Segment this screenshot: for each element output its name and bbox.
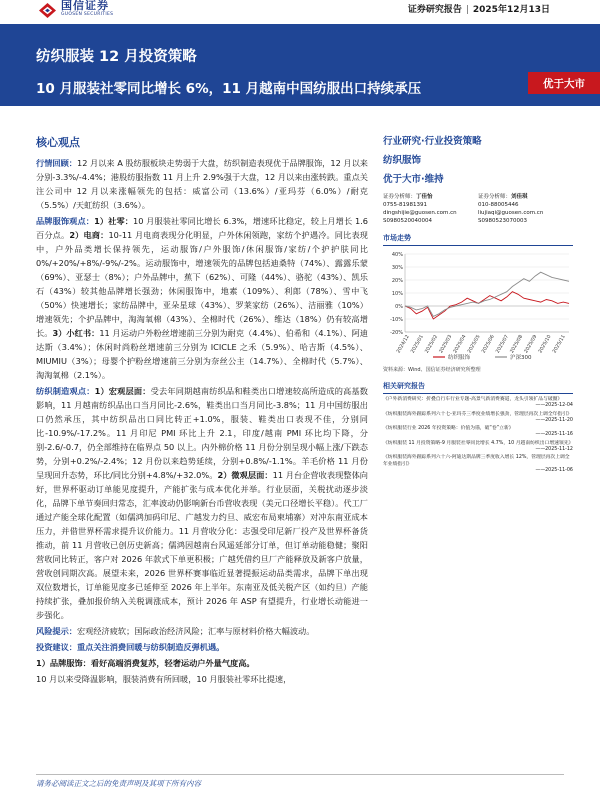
legend-label: 纺织服饰 bbox=[448, 355, 471, 361]
industry-rating: 优于大市·维持 bbox=[383, 174, 444, 185]
x-tick-label: 2025/07 bbox=[495, 334, 511, 355]
x-tick-label: 2025/05 bbox=[467, 334, 482, 355]
related-report-title[interactable]: 《纺织服装海外跟踪系列六十六-阿迪达斯品牌三季度收入增长 12%，管理层再次上调全年业绩指引》 bbox=[383, 455, 570, 467]
risk-text: 宏观经济疲软；国际政治经济风险；汇率与原材料价格大幅波动。 bbox=[76, 626, 315, 636]
x-tick-label: 2025/01 bbox=[410, 334, 425, 355]
analyst-phone: 0755-81981391 bbox=[383, 202, 427, 208]
related-report-title[interactable]: 《纺织服装行业 2026 年投资策略：价值为锚，破“卷”立新》 bbox=[383, 426, 514, 432]
related-reports-title: 相关研究报告 bbox=[383, 381, 573, 394]
related-report-date: ——2025-11-12 bbox=[535, 447, 573, 453]
y-tick-label: 0% bbox=[395, 304, 403, 310]
market-trend-title: 市场走势 bbox=[383, 233, 573, 246]
brand-apparel-label: 品牌服饰观点： bbox=[36, 216, 95, 226]
textile-manufacturing-paragraph bbox=[36, 384, 368, 622]
footer-divider bbox=[36, 774, 564, 775]
series-line bbox=[405, 292, 569, 319]
x-tick-label: 2025/10 bbox=[538, 334, 553, 355]
analyst-email[interactable]: dingshijie@guosen.com.cn bbox=[383, 210, 457, 216]
analyst-phone: 010-88005446 bbox=[478, 202, 519, 208]
analyst-label: 证券分析师： bbox=[478, 194, 512, 200]
investment-advice-text: 重点关注消费回暖与纺织制造反弹机遇。 bbox=[76, 642, 225, 652]
report-subtitle: 10 月服装社零同比增长 6%，11 月越南中国纺服出口持续承压 bbox=[36, 81, 422, 97]
analyst-email[interactable]: liujiaqi@guosen.com.cn bbox=[478, 210, 544, 216]
brand-apparel-advice: 1）品牌服饰：看好高端消费复苏，轻奢运动户外量气度高。 bbox=[36, 658, 255, 668]
investment-advice-label: 投资建议： bbox=[36, 642, 77, 652]
disclaimer-footer: 请务必阅读正文之后的免责声明及其项下所有内容 bbox=[36, 779, 201, 788]
market-review-label: 行情回顾： bbox=[36, 158, 77, 168]
risk-paragraph bbox=[36, 624, 368, 638]
x-tick-label: 2025/11 bbox=[552, 334, 567, 355]
section-title: 核心观点 bbox=[36, 136, 80, 149]
title-banner bbox=[0, 24, 600, 106]
meta-separator: | bbox=[465, 5, 469, 15]
y-tick-label: 20% bbox=[391, 278, 403, 284]
analyst-card bbox=[478, 193, 573, 225]
legend-label: 沪深300 bbox=[510, 355, 532, 361]
related-report-item[interactable] bbox=[383, 397, 573, 410]
macro-label: 1）宏观层面： bbox=[94, 386, 151, 396]
analyst-block bbox=[383, 193, 573, 225]
x-tick-label: 2025/06 bbox=[481, 334, 496, 355]
related-report-title[interactable]: 《户外新消费研究：折叠自行车行业专题-高景气新消费赛道，龙头引领扩品与破圈》 bbox=[383, 397, 563, 402]
page-header bbox=[0, 0, 600, 24]
micro-label: 2）微观层面： bbox=[217, 470, 273, 480]
y-tick-label: 30% bbox=[391, 265, 403, 271]
logo-cn-text: 国信证券 bbox=[61, 0, 109, 12]
related-report-item[interactable] bbox=[383, 455, 573, 474]
xiaohongshu-label: 3）小红书： bbox=[52, 328, 100, 338]
micro-text: 11 月台企营收表现整体向好，世界杯驱动订单能见度提升，产能扩张与成本优化并举。行业层面，关税扰动逐步淡化，品牌下单节奏回归常态，汇率波动仍影响新台币营收表现（美元口径增长平稳）。代工厂通过产能全球化配置（如儒鸿加码印尼、广越发力约旦、威宏布局柬埔寨）对冲东南亚成本压力，并借世界杯需求提升议价能力。11 月营收分化：志强受印尼新厂投产及世界杯备货推动，前 11 月营收已创历史新高；儒鸿因越南台风遥延部分订单，但订单动能稳健；聚阳营收同比转正，客户对 2026 年款式下单更积极；广越凭借约旦厂产能释放及新客户放量，营收创同期次高。展望未来，2026 世界杯赛事临近显著提振运动品类需求，品牌下单出现双位数增长，订单能见度多已延伸至 2026 年上半年。东南亚及低关税产区（如约旦）产能持续扩张，叠加报价纳入关税调涨成本，预计 2026 年 ASP 有望提升，行业增长动能进一步强化。 bbox=[36, 470, 368, 620]
macro-text: 受去年同期越南纺织品和鞋类出口增速较高所造成的高基数影响，11 月越南纺织品出口当月同比-2.6%，鞋类出口当月同比-3.8%；11 月中国纺服出口仍然承压，其中纺织品出口同比转正+1.0%，服装、鞋类出口表现不佳，分别同比-10.9%/-17.2%。11 月印尼 PMI 环比上升 2.1，印度/越南 PMI 环比均下降，分别-2.6/-0.7，仍全部维持在临界点 50 以上。内外棉价格 11 月份分别呈现小幅上涨/下跌态势，分别+0.2%/-2.4%；12 月份以来趋势延续，分别+0.8%/-1.1%。羊毛价格 11 月份呈现回升态势，环比/同比分别+4.8%/+32.0%。 bbox=[36, 386, 368, 480]
sidebar-info bbox=[383, 134, 573, 476]
x-tick-label: 2025/09 bbox=[524, 334, 539, 355]
industry-name: 纺织服饰 bbox=[383, 155, 422, 166]
textile-manufacturing-label: 纺织制造观点： bbox=[36, 386, 95, 396]
related-report-title[interactable]: 《纺织服装 11 月投资策略-9 月服装社零同比增长 4.7%，10 月越南纺织出口增速领先》 bbox=[383, 440, 574, 446]
ecommerce-text: 10-11 月电商表现分化明显，户外休闲领跑，家纺个护遇冷。同比表现中，户外品类增长保持领先，运动服饰/户外服饰/休闲服饰/家纺/个护护肤同比 0%/+20%/+8%/-9%/-2%。运动服饰中，增速领先的品牌包括迪桑特（74%）、露露乐蒙（69%）、亚瑟士（8%）；户外品牌中，蕉下（62%）、可隆（44%）、骆驼（43%）、凯乐石（43%）较其他品牌增长强劲；休闲服饰中，地素（109%）、利郎（78%）、雪中飞（50%）快速增长；家纺品牌中，亚朵星球（43%）、罗莱家纺（26%）、洁丽雅（10%）增速领先；个护品牌中，淘淘氧棉（43%）、全棉时代（26%）、维达（18%）仍有较高增长。 bbox=[36, 230, 368, 338]
report-date: 2025年12月13日 bbox=[472, 5, 550, 15]
market-trend-chart bbox=[383, 248, 573, 364]
risk-label: 风险提示： bbox=[36, 626, 77, 636]
analyst-label: 证券分析师： bbox=[383, 194, 417, 200]
market-review-paragraph bbox=[36, 156, 368, 212]
related-report-date: ——2025-11-06 bbox=[535, 467, 573, 473]
related-report-date: ——2025-11-16 bbox=[535, 432, 573, 438]
x-tick-label: 2025/08 bbox=[509, 334, 525, 355]
brand-apparel-advice-body: 10 月以来受降温影响，服装消费有所回暖，10 月服装社零环比提速， bbox=[36, 674, 292, 684]
related-report-item[interactable] bbox=[383, 426, 573, 439]
analyst-name: 丁佳怡 bbox=[416, 194, 433, 200]
market-review-text: 12 月以来 A 股纺服板块走势弱于大盘，纺织制造表现优于品牌服饰，12 月以来分别-3.3%/-4.4%；港股纺服指数 11 月上升 2.9%强于大盘，12 月以来由涨转跌。重点关注公司中 12 月以来涨幅领先的包括：威富公司（13.6%）/亚玛芬（6.0%）/耐克（5.5%）/天虹纺织（3.6%）。 bbox=[36, 158, 368, 210]
y-tick-label: 40% bbox=[391, 252, 403, 258]
ecommerce-label: 2）电商： bbox=[69, 230, 109, 240]
y-tick-label: -10% bbox=[390, 317, 403, 323]
y-tick-label: 10% bbox=[391, 291, 403, 297]
core-viewpoints bbox=[36, 134, 368, 688]
related-report-date: ——2025-12-04 bbox=[535, 403, 573, 409]
logo-en-text: GUOSEN SECURITIES bbox=[61, 12, 114, 17]
retail-sales-label: 1）社零： bbox=[94, 216, 134, 226]
report-meta bbox=[408, 2, 550, 15]
guosen-logo-icon bbox=[38, 2, 57, 19]
x-tick-label: 2025/04 bbox=[453, 334, 468, 355]
related-report-item[interactable] bbox=[383, 412, 573, 425]
related-reports-list bbox=[383, 397, 573, 474]
analyst-card bbox=[383, 193, 478, 225]
analyst-name: 刘佳琪 bbox=[511, 194, 528, 200]
retail-sales-text: 10 月服装社零同比增长 6.3%，增速环比稳定，较上月增长 1.6 百分点。 bbox=[36, 216, 368, 240]
y-tick-label: -20% bbox=[390, 330, 403, 336]
analyst-cert: S0980520040004 bbox=[383, 218, 432, 224]
x-tick-label: 2024/12 bbox=[396, 334, 411, 355]
related-report-title[interactable]: 《纺织服装海外跟踪系列六十七-亚玛芬三季度业绩增长强劲，管理层再次上调全年指引》 bbox=[383, 411, 572, 417]
related-report-item[interactable] bbox=[383, 441, 573, 454]
industry-research-heading: 行业研究·行业投资策略 bbox=[383, 136, 482, 147]
series-line bbox=[405, 272, 569, 316]
analyst-cert: S0980523070003 bbox=[478, 218, 527, 224]
related-report-date: ——2025-11-20 bbox=[535, 417, 573, 423]
chart-source: 资料来源：Wind、国信证券经济研究所整理 bbox=[383, 367, 481, 373]
market-trend-svg bbox=[383, 248, 573, 364]
investment-advice-paragraph bbox=[36, 640, 368, 654]
report-type: 证券研究报告 bbox=[407, 5, 462, 15]
report-title: 纺织服装 12 月投资策略 bbox=[36, 49, 197, 65]
brand-apparel-paragraph bbox=[36, 214, 368, 382]
company-logo bbox=[38, 0, 113, 19]
rating-badge: 优于大市 bbox=[528, 72, 600, 94]
x-tick-label: 2025/03 bbox=[438, 334, 454, 355]
x-tick-label: 2025/02 bbox=[424, 334, 440, 355]
xiaohongshu-text: 11 月运动户外粉丝增速前三分别为耐克（4.4%）、伯希和（4.1%）、阿迪达斯（3.4%）；休闲时尚粉丝增速前三分别为 ICICLE 之禾（5.9%）、哈吉斯（4.5%）、MIUMIU（3%）；母婴个护粉丝增速前三分别为奈丝公主（14.7%）、全棉时代（5.7%）、淘淘氧棉（2.1%）。 bbox=[36, 328, 368, 380]
